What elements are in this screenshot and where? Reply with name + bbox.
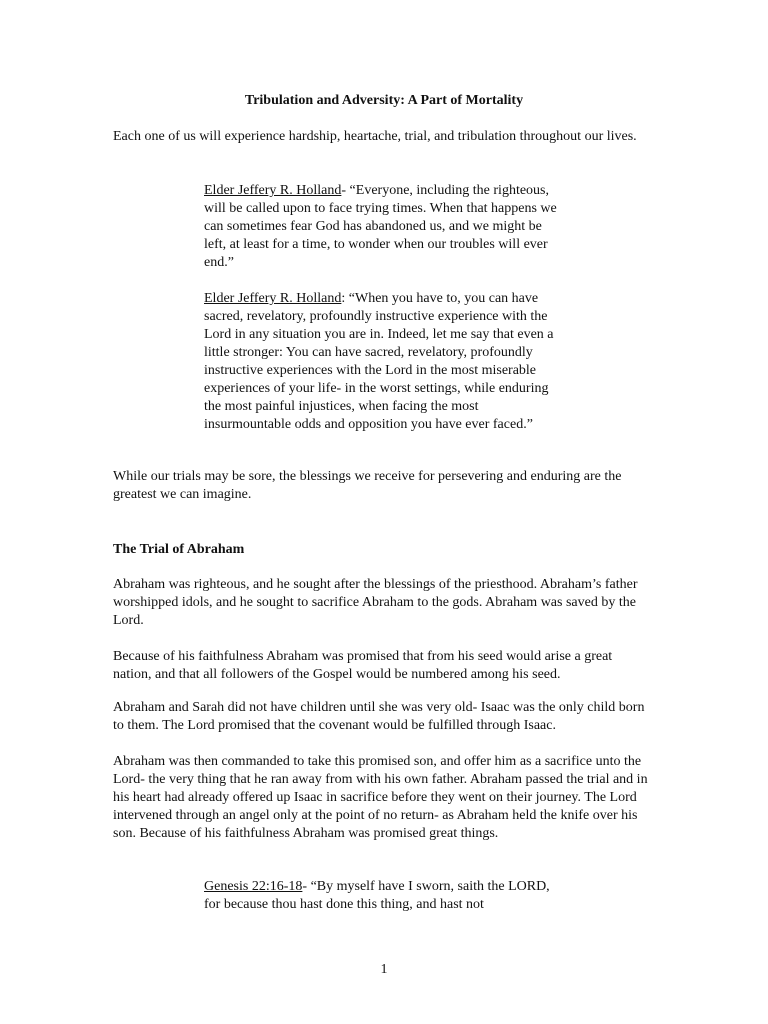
quote-source-1: Elder Jeffery R. Holland (204, 183, 342, 198)
scripture-separator: - (302, 879, 311, 894)
abraham-paragraph-4: Abraham was then commanded to take this promised son, and offer him as a sacrifice unto the Lord- the very thing that he ran away from with his own father. Abraham passed the trial and in his heart had already offered up Isaac in sacrifice before they went on their journey. The Lord intervened through an angel only at the point of no return- as Abraham held the knife over his son. Because of his faithfulness Abraham was promised great things. (113, 754, 648, 841)
quote-block-1 (204, 182, 566, 272)
abraham-paragraph-1: Abraham was righteous, and he sought after the blessings of the priesthood. Abraham’s father worshipped idols, and he sought to sacrifice Abraham to the gods. Abraham was saved by the Lord. (113, 577, 638, 628)
scripture-text: “By myself have I sworn, saith the LORD, for because thou hast done this thing, and hast not (204, 879, 550, 912)
quote-separator-2: : (341, 291, 349, 306)
intro-paragraph: Each one of us will experience hardship, heartache, trial, and tribulation throughout our lives. (113, 129, 637, 144)
quote-text-1: “Everyone, including the righteous, will be called upon to face trying times. When that happens we can sometimes fear God has abandoned us, and we might be left, at least for a time, to wonder when our troubles will ever end.” (204, 183, 557, 270)
quote-block-2 (204, 290, 566, 434)
scripture-quote (204, 878, 566, 914)
page-number: 1 (380, 962, 388, 977)
page-title: Tribulation and Adversity: A Part of Mortality (244, 93, 524, 108)
quote-text-2: “When you have to, you can have sacred, revelatory, profoundly instructive experience with the Lord in any situation you are in. Indeed, let me say that even a little stronger: You can have sacred, revelatory, profoundly instructive experiences with the Lord in the most miserable experiences of your life- in the worst settings, while enduring the most painful injustices, when facing the most insurmountable odds and opposition you have ever faced.” (204, 291, 554, 432)
section-heading: The Trial of Abraham (113, 542, 245, 557)
abraham-paragraph-2: Because of his faithfulness Abraham was promised that from his seed would arise a great nation, and that all followers of the Gospel would be numbered among his seed. (113, 649, 613, 682)
scripture-source: Genesis 22:16-18 (204, 879, 303, 894)
quote-source-2: Elder Jeffery R. Holland (204, 291, 342, 306)
quote-separator-1: - (341, 183, 350, 198)
conclusion-paragraph: While our trials may be sore, the blessings we receive for persevering and enduring are the greatest we can imagine. (113, 469, 622, 502)
abraham-paragraph-3: Abraham and Sarah did not have children until she was very old- Isaac was the only child born to them. The Lord promised that the covenant would be fulfilled through Isaac. (113, 700, 645, 733)
